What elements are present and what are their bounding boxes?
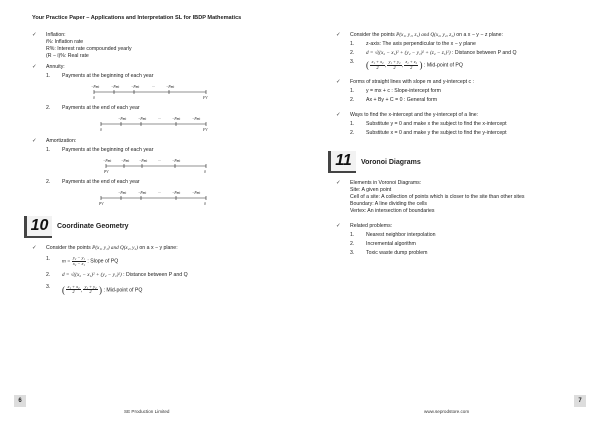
- amortization-block: [32, 138, 300, 208]
- annuity-title: Annuity:: [46, 64, 65, 71]
- problems-item: 3. Toxic waste dump problem: [350, 250, 428, 257]
- check-icon: ✓: [32, 32, 37, 38]
- timeline-dots: ···: [158, 191, 161, 196]
- page-number-left: 6: [14, 395, 26, 407]
- check-icon: ✓: [336, 32, 341, 38]
- timeline-pmt: −Pmt: [138, 191, 147, 196]
- page-number-right: 7: [574, 395, 586, 407]
- lines-item: 2. Ax + By + C = 0 : General form: [350, 97, 438, 104]
- timeline-pmt: −Pmt: [172, 159, 181, 164]
- lines-title: Forms of straight lines with slope m and y-intercept c :: [350, 79, 474, 86]
- annuity-item: 1. Payments at the beginning of each year: [46, 73, 154, 80]
- timeline-pmt: −Pmt: [138, 117, 147, 122]
- annuity-timeline-end: [46, 114, 300, 134]
- inflation-line: i%: Inflation rate: [46, 39, 84, 46]
- timeline-pmt: −Pmt: [103, 159, 112, 164]
- inflation-line: R%: Interest rate compounded yearly: [46, 46, 132, 53]
- amortization-item: 1. Payments at the beginning of each year: [46, 147, 154, 154]
- amortization-item: 2. Payments at the end of each year: [46, 179, 140, 186]
- annuity-block: [32, 64, 300, 134]
- distance-formula: 2. d = √((x₂ − x₁)² + (y₂ − y₁)²) : Distance between P and Q: [46, 271, 188, 278]
- check-icon: ✓: [32, 245, 37, 252]
- check-icon: ✓: [336, 180, 341, 187]
- check-icon: ✓: [336, 112, 341, 119]
- lines-item: 1. y = mx + c : Slope-intercept form: [350, 88, 441, 95]
- timeline-zero: 0: [204, 202, 206, 207]
- timeline-zero: 0: [100, 128, 102, 133]
- points-3d-intro: Consider the points P(x₁, y₁, z₁) and Q(x₂, y₂, z₂) on a x − y − z plane:: [350, 32, 503, 38]
- intercepts-item: 1. Substitute y = 0 and make x the subject to find the x-intercept: [350, 121, 507, 128]
- check-icon: ✓: [336, 79, 341, 86]
- timeline-pmt: −Pmt: [91, 85, 100, 90]
- intercepts-item: 2. Substitute x = 0 and make y the subject to find the y-intercept: [350, 130, 507, 137]
- timeline-dots: ···: [158, 117, 161, 122]
- section-10-heading: [24, 216, 300, 238]
- timeline-pv: PV: [99, 202, 104, 207]
- voronoi-title: Elements in Voronoi Diagrams:: [350, 180, 422, 187]
- timeline-pmt: −Pmt: [172, 117, 181, 122]
- timeline-pmt: −Pmt: [131, 85, 140, 90]
- timeline-dots: ···: [152, 85, 155, 90]
- distance-3d-formula: 2. d = √((x₂ − x₁)² + (y₂ − y₁)² + (z₂ − z₁)²) : Distance between P and Q: [350, 50, 517, 57]
- annuity-timeline-begin: [46, 82, 300, 102]
- midpoint-3d-formula: 3. ( $\frac{\text{x₁ + x₂}}{2}$ , $\frac{\text{y₁ + y₂}}{2}$ , $\frac{\text{z₁ + z₂}}{2}$ ) : Mid-point of PQ: [350, 58, 463, 71]
- timeline-pmt: −Pmt: [192, 117, 201, 122]
- amortization-title: Amortization:: [46, 138, 77, 145]
- coordinate-intro: Consider the points P(x₁, y₁) and Q(x₂, y₂) on a x − y plane:: [46, 245, 178, 252]
- amortization-timeline-end: [46, 188, 300, 208]
- coordinate-formulas: [32, 256, 300, 296]
- coordinate-block: [32, 245, 300, 252]
- inflation-line: (R − i)%: Real rate: [46, 53, 89, 60]
- inflation-block: [32, 32, 300, 60]
- timeline-fv: FV: [203, 128, 208, 133]
- section-title: Voronoi Diagrams: [361, 158, 421, 166]
- check-icon: ✓: [32, 138, 37, 145]
- right-column: [336, 32, 576, 261]
- timeline-pmt: −Pmt: [139, 159, 148, 164]
- left-column: [32, 32, 300, 300]
- timeline-pmt: −Pmt: [172, 191, 181, 196]
- timeline-pmt: −Pmt: [192, 191, 201, 196]
- section-number: 10: [24, 216, 52, 238]
- timeline-pmt: −Pmt: [118, 117, 127, 122]
- timeline-pv: PV: [104, 170, 109, 175]
- timeline-zero: 0: [93, 96, 95, 101]
- timeline-fv: FV: [203, 96, 208, 101]
- section-title: Coordinate Geometry: [57, 223, 129, 231]
- problems-item: 1. Nearest neighbor interpolation: [350, 232, 436, 239]
- intercepts-title: Ways to find the x-intercept and the y-intercept of a line:: [350, 112, 479, 119]
- voronoi-line: Boundary: A line dividing the cells: [350, 201, 427, 208]
- timeline-zero: 0: [204, 170, 206, 175]
- voronoi-block: [336, 180, 576, 215]
- timeline-pmt: −Pmt: [121, 159, 130, 164]
- intercepts-block: [336, 112, 576, 137]
- slope-formula: 1. m = $\frac{\text{y₂ − y₁}}{\text{x₂ − x₁}}$ : Slope of PQ: [46, 255, 119, 267]
- amortization-timeline-begin: [46, 156, 300, 176]
- problems-block: [336, 223, 576, 257]
- section-number: 11: [328, 151, 356, 173]
- page-header: Your Practice Paper – Applications and Interpretation SL for IBDP Mathematics: [32, 15, 242, 21]
- section-11-heading: [328, 151, 576, 173]
- voronoi-line: Site: A given point: [350, 187, 392, 194]
- inflation-title: Inflation:: [46, 32, 66, 38]
- check-icon: ✓: [336, 223, 341, 230]
- check-icon: ✓: [32, 64, 37, 71]
- problems-item: 2. Incremental algorithm: [350, 241, 416, 248]
- points-3d-block: [336, 32, 576, 71]
- lines-block: [336, 79, 576, 104]
- timeline-pmt: −Pmt: [118, 191, 127, 196]
- timeline-dots: ···: [158, 159, 161, 164]
- timeline-pmt: −Pmt: [166, 85, 175, 90]
- midpoint-formula: 3. ( $\frac{\text{x₁ + x₂}}{2}$ , $\frac{\text{y₁ + y₂}}{2}$ ) : Mid-point of PQ: [46, 283, 143, 295]
- footer-publisher: SE Production Limited: [124, 408, 170, 414]
- voronoi-line: Vertex: An intersection of boundaries: [350, 208, 435, 215]
- footer-website: www.seprodstore.com: [424, 408, 470, 414]
- problems-title: Related problems:: [350, 223, 393, 230]
- points-3d-item: 1. z-axis: The axis perpendicular to the x − y plane: [350, 41, 476, 48]
- voronoi-line: Cell of a site: A collection of points which is closer to the site than other sites: [350, 194, 525, 201]
- annuity-item: 2. Payments at the end of each year: [46, 105, 140, 112]
- timeline-pmt: −Pmt: [111, 85, 120, 90]
